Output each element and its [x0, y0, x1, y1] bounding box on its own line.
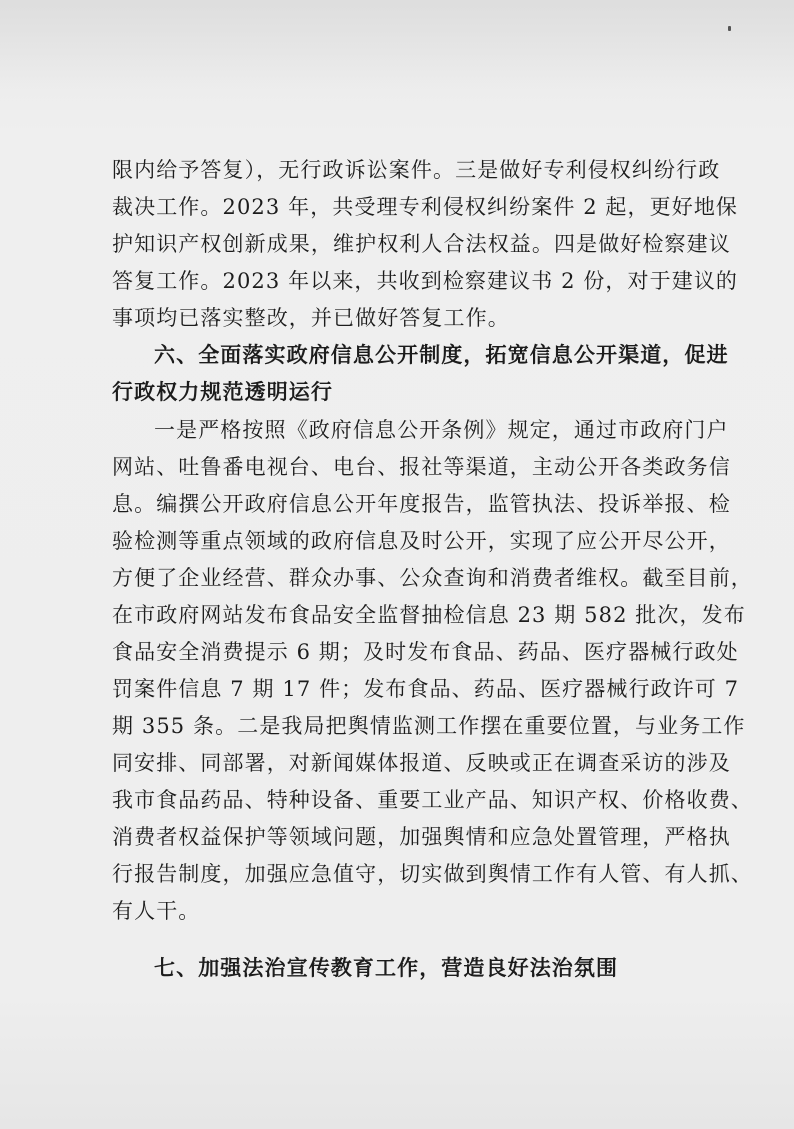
text-line: 网站、吐鲁番电视台、电台、报社等渠道，主动公开各类政务信 [112, 455, 731, 479]
text-line: 行报告制度，加强应急值守，切实做到舆情工作有人管、有人抓、 [112, 862, 753, 886]
text-line: 护知识产权创新成果，维护权利人合法权益。四是做好检察建议 [112, 232, 731, 256]
text-line: 裁决工作。2023 年，共受理专利侵权纠纷案件 2 起，更好地保 [112, 195, 739, 219]
section-6-body [112, 412, 753, 930]
text-line: 一是严格按照《政府信息公开条例》规定，通过市政府门户 [154, 418, 729, 442]
text-line: 罚案件信息 7 期 17 件；发布食品、药品、医疗器械行政许可 7 [112, 677, 740, 701]
heading-line: 七、加强法治宣传教育工作，营造良好法治氛围 [154, 956, 619, 980]
text-line: 期 355 条。二是我局把舆情监测工作摆在重要位置，与业务工作 [112, 714, 746, 738]
paragraph-continuation [112, 152, 739, 337]
scan-speck [728, 26, 731, 31]
text-line: 限内给予答复），无行政诉讼案件。三是做好专利侵权纠纷行政 [112, 158, 721, 182]
text-line: 我市食品药品、特种设备、重要工业产品、知识产权、价格收费、 [112, 788, 753, 812]
heading-line: 六、全面落实政府信息公开制度，拓宽信息公开渠道，促进 [154, 343, 729, 367]
text-line: 事项均已落实整改，并已做好答复工作。 [112, 306, 510, 330]
text-line: 验检测等重点领域的政府信息及时公开，实现了应公开尽公开， [112, 529, 731, 553]
scan-shadow [0, 0, 794, 90]
text-line: 消费者权益保护等领域问题，加强舆情和应急处置管理，严格执 [112, 825, 731, 849]
text-line: 同安排、同部署，对新闻媒体报道、反映或正在调查采访的涉及 [112, 751, 731, 775]
text-line: 在市政府网站发布食品安全监督抽检信息 23 期 582 批次，发布 [112, 603, 746, 627]
text-line: 答复工作。2023 年以来，共收到检察建议书 2 份，对于建议的 [112, 269, 739, 293]
text-line: 息。编撰公开政府信息公开年度报告，监管执法、投诉举报、检 [112, 492, 731, 516]
text-line: 食品安全消费提示 6 期；及时发布食品、药品、医疗器械行政处 [112, 640, 739, 664]
section-7-heading [112, 950, 690, 987]
heading-line: 行政权力规范透明运行 [112, 380, 333, 404]
section-6-heading [112, 337, 729, 411]
text-line: 有人干。 [112, 899, 201, 923]
text-line: 方便了企业经营、群众办事、公众查询和消费者维权。截至目前， [112, 566, 753, 590]
